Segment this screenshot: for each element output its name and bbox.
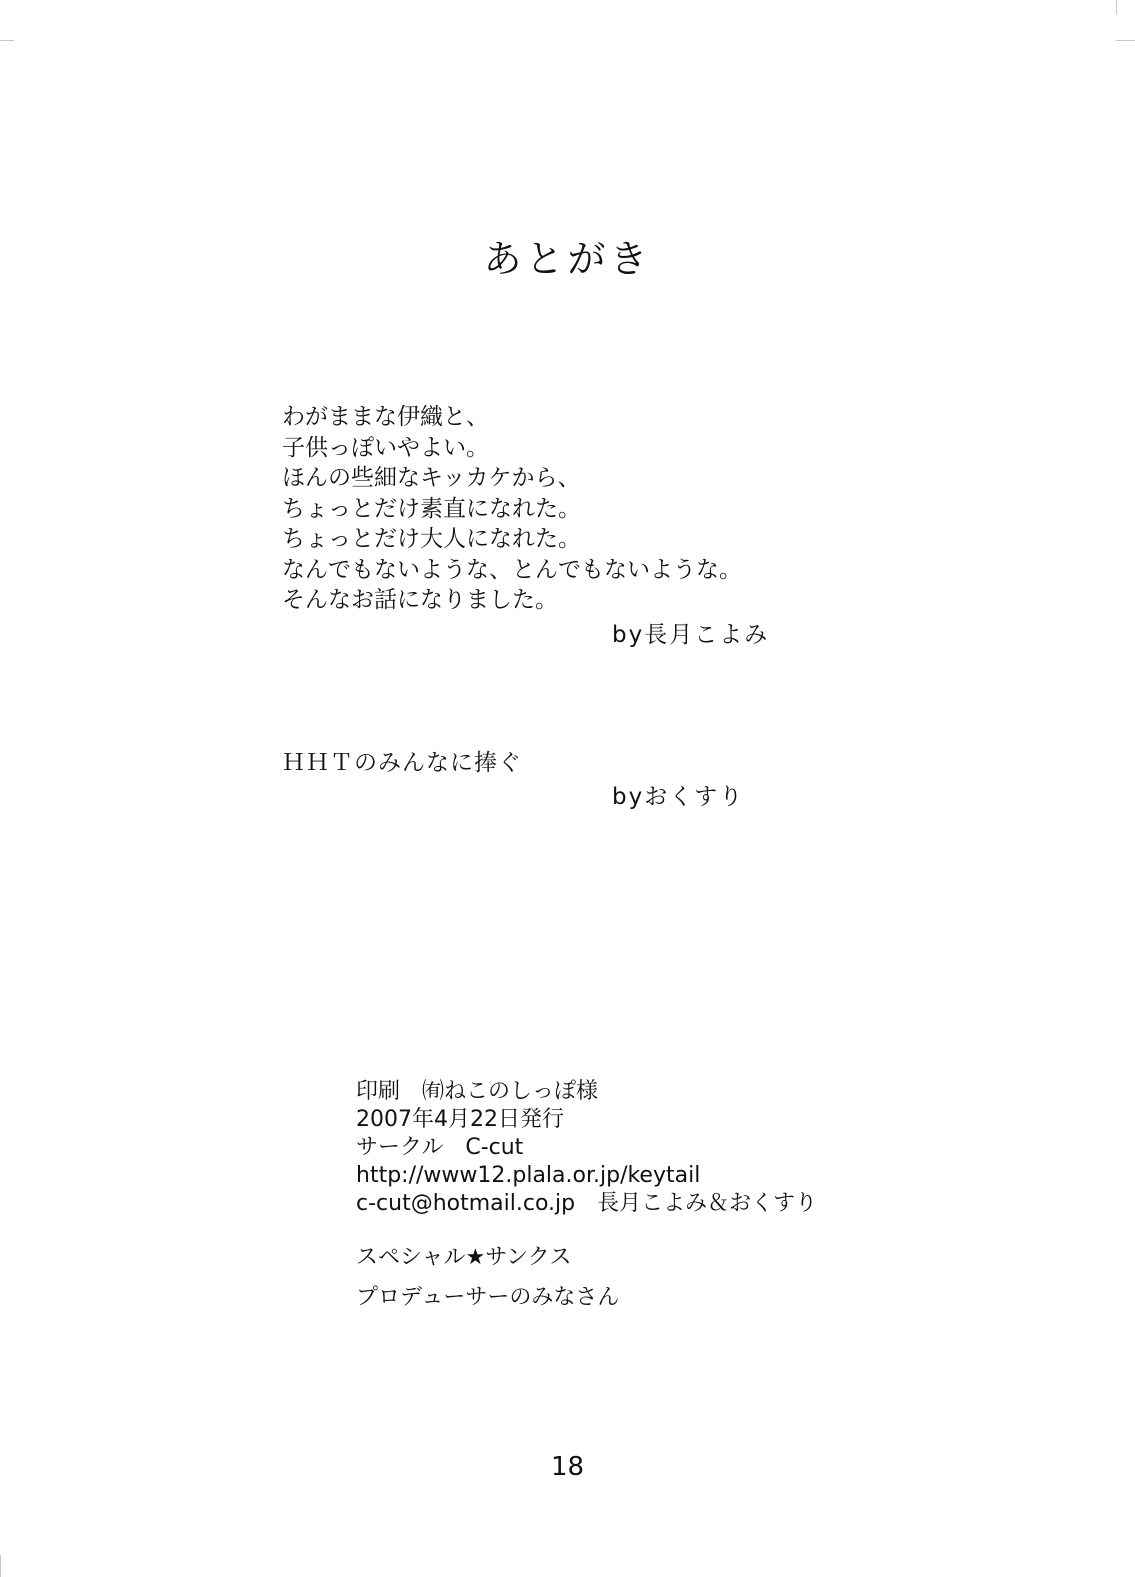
afterword-title: あとがき xyxy=(483,237,652,281)
message-signature: by長月こよみ xyxy=(612,622,770,648)
crop-mark-top-left xyxy=(0,40,14,41)
colophon-circle: サークル C-cut xyxy=(356,1135,524,1160)
colophon-contact: c-cut@hotmail.co.jp 長月こよみ＆おくすり xyxy=(356,1191,818,1216)
dedication-text: ＨＨＴのみんなに捧ぐ xyxy=(282,750,522,776)
message-line: ちょっとだけ大人になれた。 xyxy=(282,526,581,552)
message-line: ほんの些細なキッカケから、 xyxy=(282,465,581,491)
colophon-date: 2007年4月22日発行 xyxy=(356,1107,564,1132)
special-thanks xyxy=(356,1238,619,1318)
afterword-message xyxy=(282,402,742,616)
colophon-printer: 印刷 ㈲ねこのしっぽ様 xyxy=(356,1079,599,1104)
crop-mark-top-right-vertical xyxy=(1116,0,1117,14)
crop-mark-bottom-left xyxy=(0,1555,1,1577)
crop-mark-top-right xyxy=(1116,40,1135,41)
page-number: 18 xyxy=(550,1452,585,1482)
message-line: なんでもないような、とんでもないような。 xyxy=(282,556,742,583)
colophon-url: http://www12.plala.or.jp/keytail xyxy=(356,1163,701,1188)
colophon xyxy=(356,1078,817,1218)
message-line: そんなお話になりました。 xyxy=(282,587,558,613)
message-line: わがままな伊織と、 xyxy=(282,404,489,430)
dedication-signature: byおくすり xyxy=(612,784,745,810)
thanks-recipients: プロデューサーのみなさん xyxy=(356,1285,620,1310)
message-line: ちょっとだけ素直になれた。 xyxy=(282,495,581,522)
message-line: 子供っぽいやよい。 xyxy=(282,434,489,461)
thanks-heading: スペシャル★サンクス xyxy=(356,1245,572,1270)
